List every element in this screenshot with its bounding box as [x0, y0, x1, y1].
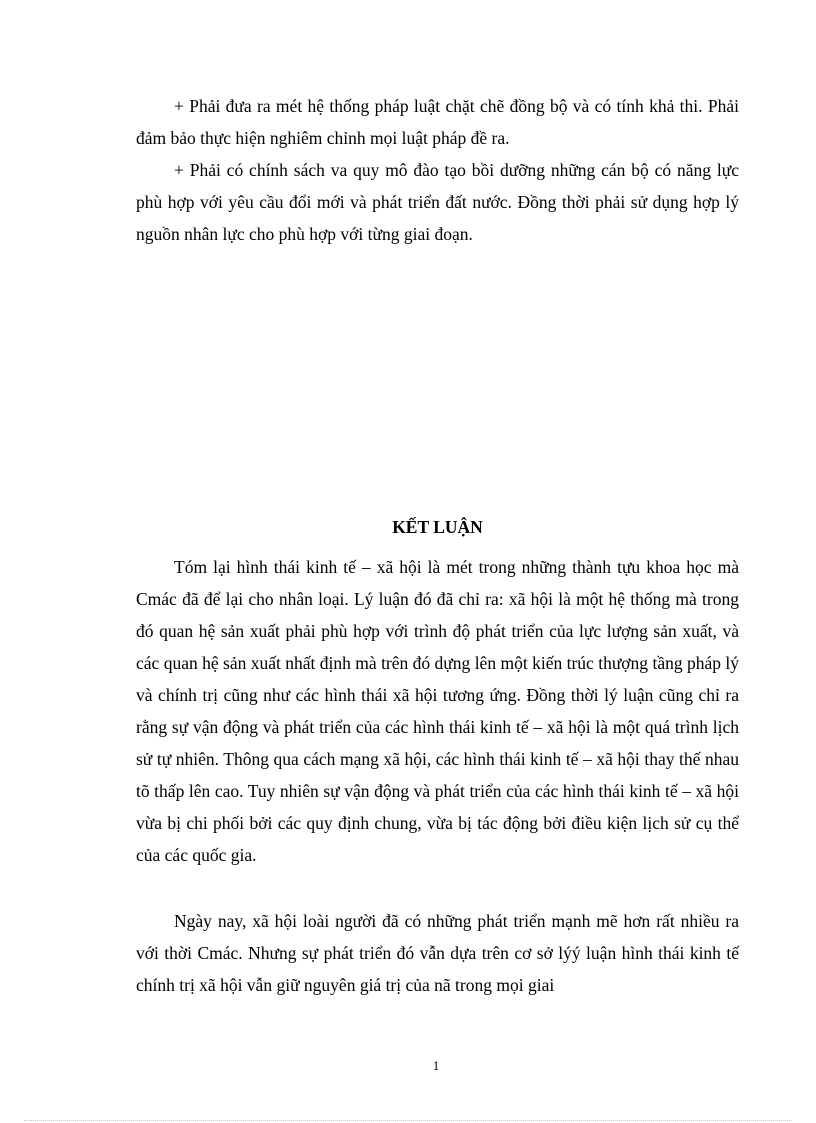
page-bottom-rule — [24, 1120, 792, 1121]
section-heading-conclusion: KẾT LUẬN — [392, 517, 483, 537]
paragraph-conclusion-summary: Tóm lại hình thái kinh tế – xã hội là mét trong những thành tựu khoa học mà Cmác đã để lại cho nhân loại. Lý luận đó đã chỉ ra: xã hội là một hệ thống mà trong đó quan hệ sản xuất phải phù hợp với trình độ phát triển của lực lượng sản xuất, và các quan hệ sản xuất nhất định mà trên đó dựng lên một kiến trúc thượng tầng pháp lý và chính trị cũng như các hình thái xã hội tương ứng. Đồng thời lý luận cũng chỉ ra rằng sự vận động và phát triển của các hình thái kinh tế – xã hội là một quá trình lịch sử tự nhiên. Thông qua cách mạng xã hội, các hình thái kinh tế – xã hội thay thế nhau tõ thấp lên cao. Tuy nhiên sự vận động và phát triển của các hình thái kinh tế – xã hội vừa bị chi phối bởi các quy định chung, vừa bị tác động bởi điều kiện lịch sử cụ thể của các quốc gia. — [136, 557, 739, 865]
paragraph-legal-system: + Phải đưa ra mét hệ thống pháp luật chặt chẽ đồng bộ và có tính khả thi. Phải đảm bảo thực hiện nghiêm chỉnh mọi luật pháp đề ra. — [136, 96, 739, 148]
page-number: 1 — [432, 1058, 440, 1073]
paragraph-training-policy: + Phải có chính sách va quy mô đào tạo bồi dưỡng những cán bộ có năng lực phù hợp với yêu cầu đổi mới và phát triển đất nước. Đồng thời phải sử dụng hợp lý nguồn nhân lực cho phù hợp với từng giai đoạn. — [136, 160, 739, 244]
paragraph-conclusion-today: Ngày nay, xã hội loài người đã có những phát triển mạnh mẽ hơn rất nhiều ra với thời Cmác. Nhưng sự phát triển đó vẫn dựa trên cơ sở lýý luận hình thái kinh tế chính trị xã hội vẫn giữ nguyên giá trị của nã trong mọi giai — [136, 911, 739, 995]
